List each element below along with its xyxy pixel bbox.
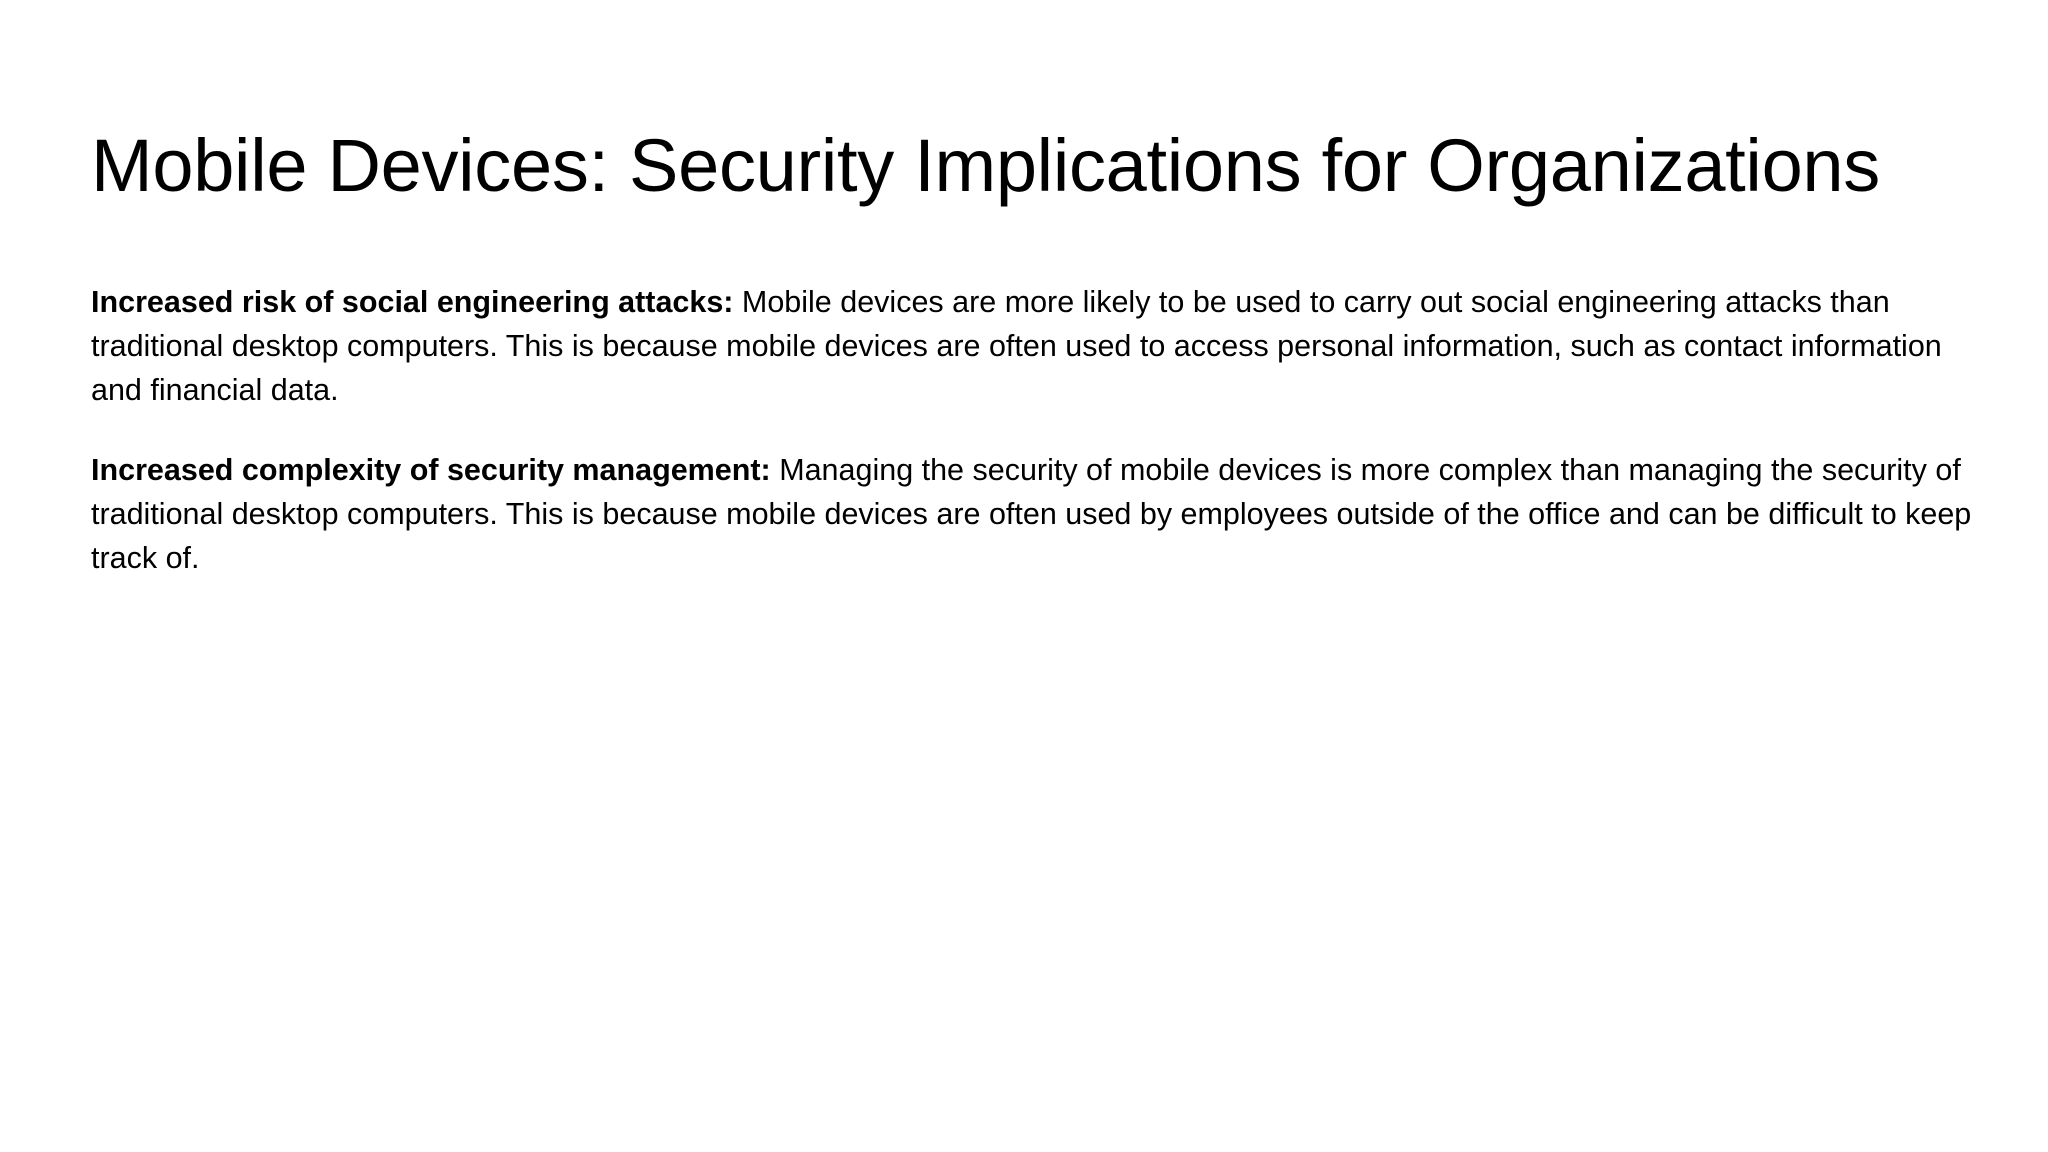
point-text: Mobile devices are more likely to be used to carry out social engineering attacks than traditional desktop computers. This is because mobile devices are often used to access personal information, such as contact information and financial data. [91,285,1942,407]
slide-body [91,280,1991,616]
slide-title: Mobile Devices: Security Implications for Organizations [91,124,1880,207]
point-social-engineering [91,280,1991,412]
point-security-management [91,448,1991,580]
point-text: Managing the security of mobile devices is more complex than managing the security of traditional desktop computers. This is because mobile devices are often used by employees outside of the office and can be difficult to keep track of. [91,453,1972,575]
point-heading: Increased complexity of security management: [91,453,771,487]
point-heading: Increased risk of social engineering attacks: [91,285,734,319]
